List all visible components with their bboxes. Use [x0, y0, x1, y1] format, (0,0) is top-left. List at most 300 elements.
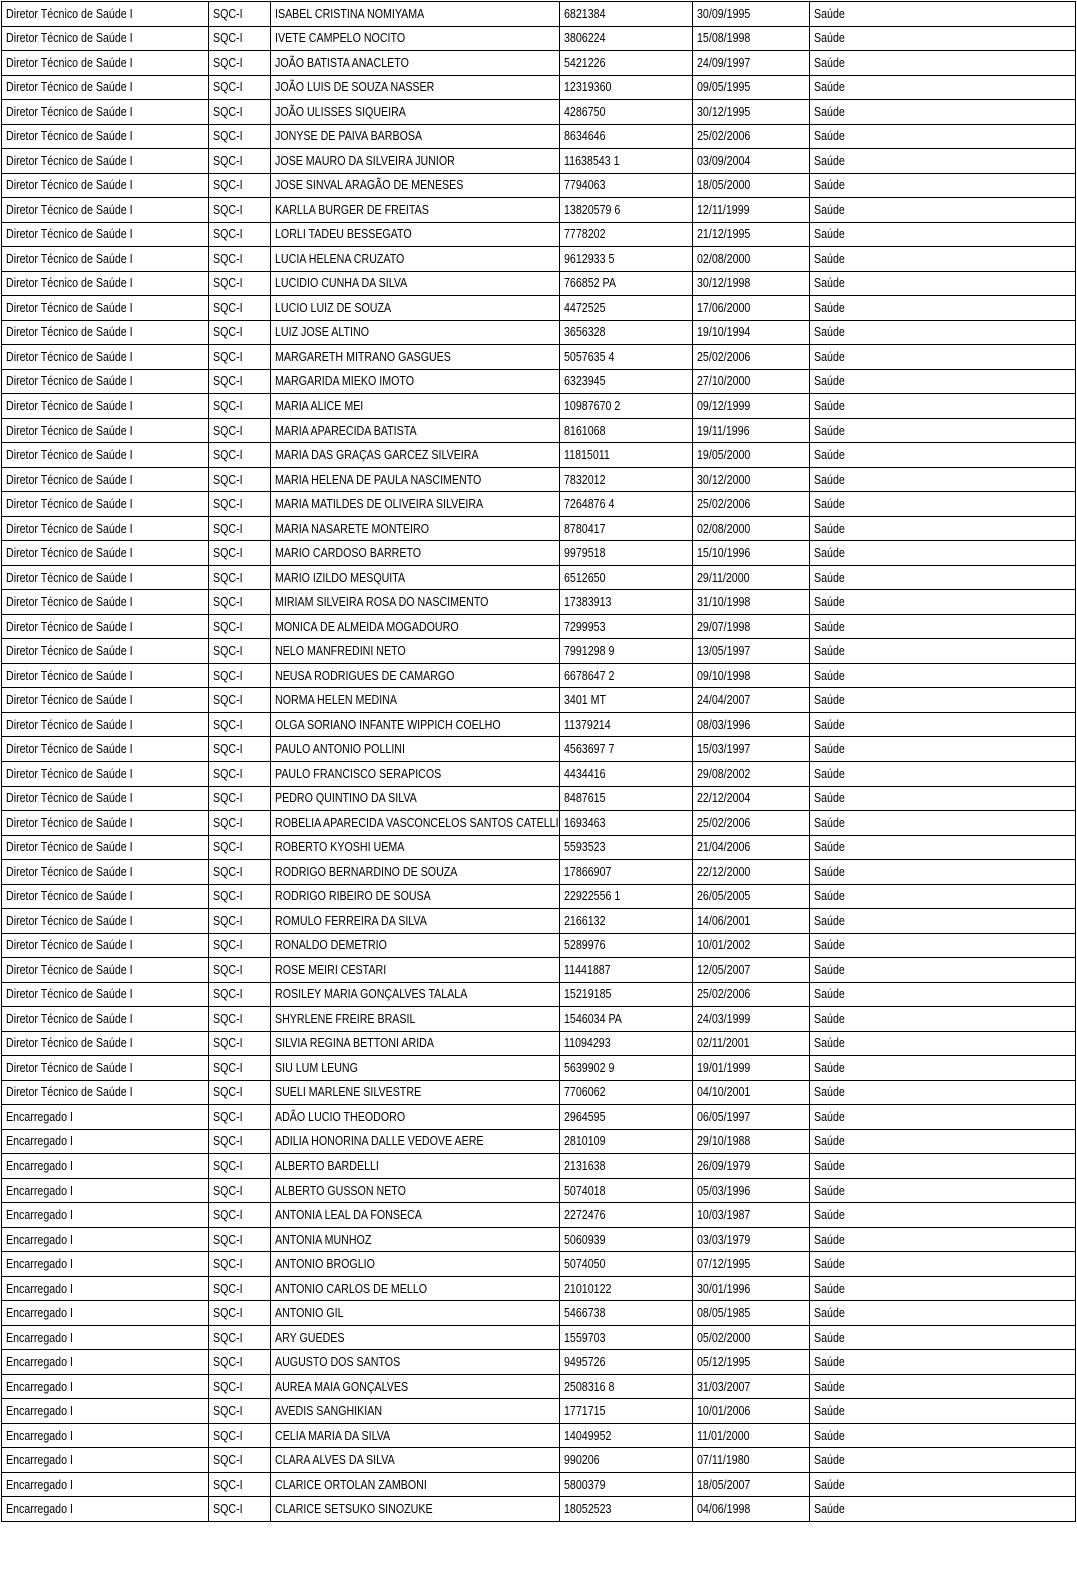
date-cell: [693, 1399, 810, 1424]
date-cell: [693, 884, 810, 909]
table-row: [2, 1129, 1076, 1154]
registration-cell-text: 5800379: [564, 1476, 606, 1492]
cargo-cell-text: Diretor Técnico de Saúde I: [6, 471, 133, 487]
table-row: [2, 541, 1076, 566]
reference-cell-text: SQC-I: [213, 177, 243, 193]
area-cell: [810, 761, 1076, 786]
date-cell-text: 12/05/2007: [697, 961, 751, 977]
name-cell: [271, 222, 560, 247]
registration-cell-text: 2166132: [564, 912, 606, 928]
name-cell: [271, 443, 560, 468]
registration-cell: [560, 1007, 693, 1032]
name-cell: [271, 688, 560, 713]
reference-cell: [209, 100, 271, 125]
area-cell-text: Saúde: [814, 103, 845, 119]
cargo-cell-text: Encarregado I: [6, 1427, 73, 1443]
area-cell: [810, 418, 1076, 443]
table-row: [2, 1301, 1076, 1326]
reference-cell-text: SQC-I: [213, 5, 243, 21]
date-cell: [693, 75, 810, 100]
table-row: [2, 614, 1076, 639]
cargo-cell: [2, 516, 209, 541]
reference-cell-text: SQC-I: [213, 1084, 243, 1100]
area-cell: [810, 1056, 1076, 1081]
name-cell: [271, 1448, 560, 1473]
reference-cell: [209, 860, 271, 885]
reference-cell: [209, 590, 271, 615]
cargo-cell: [2, 860, 209, 885]
cargo-cell-text: Diretor Técnico de Saúde I: [6, 496, 133, 512]
reference-cell: [209, 1227, 271, 1252]
cargo-cell: [2, 247, 209, 272]
area-cell: [810, 614, 1076, 639]
area-cell-text: Saúde: [814, 1207, 845, 1223]
name-cell: [271, 639, 560, 664]
name-cell-text: ROSE MEIRI CESTARI: [275, 961, 387, 977]
reference-cell: [209, 492, 271, 517]
registration-cell: [560, 1472, 693, 1497]
area-cell: [810, 100, 1076, 125]
date-cell: [693, 271, 810, 296]
table-row: [2, 320, 1076, 345]
cargo-cell: [2, 26, 209, 51]
area-cell: [810, 1301, 1076, 1326]
date-cell-text: 19/05/2000: [697, 447, 751, 463]
reference-cell: [209, 75, 271, 100]
registration-cell-text: 5060939: [564, 1231, 606, 1247]
area-cell: [810, 1252, 1076, 1277]
cargo-cell: [2, 884, 209, 909]
registration-cell: [560, 320, 693, 345]
date-cell: [693, 712, 810, 737]
date-cell: [693, 26, 810, 51]
cargo-cell: [2, 1472, 209, 1497]
registration-cell: [560, 663, 693, 688]
date-cell: [693, 565, 810, 590]
reference-cell-text: SQC-I: [213, 398, 243, 413]
reference-cell-text: SQC-I: [213, 545, 243, 561]
cargo-cell: [2, 811, 209, 836]
date-cell-text: 22/12/2000: [697, 863, 751, 879]
reference-cell: [209, 663, 271, 688]
area-cell-text: Saúde: [814, 79, 845, 95]
reference-cell: [209, 1325, 271, 1350]
area-cell: [810, 639, 1076, 664]
reference-cell-text: SQC-I: [213, 937, 243, 953]
table-row: [2, 1031, 1076, 1056]
registration-cell-text: 2508316 8: [564, 1378, 615, 1394]
name-cell: [271, 909, 560, 934]
registration-cell-text: 5466738: [564, 1305, 606, 1321]
name-cell-text: AVEDIS SANGHIKIAN: [275, 1403, 383, 1419]
area-cell-text: Saúde: [814, 1501, 845, 1517]
cargo-cell: [2, 320, 209, 345]
registration-cell-text: 5639902 9: [564, 1059, 615, 1075]
date-cell-text: 15/10/1996: [697, 545, 751, 561]
area-cell-text: Saúde: [814, 422, 845, 438]
reference-cell-text: SQC-I: [213, 814, 243, 830]
cargo-cell-text: Diretor Técnico de Saúde I: [6, 545, 133, 561]
cargo-cell-text: Diretor Técnico de Saúde I: [6, 569, 133, 585]
registration-cell-text: 9612933 5: [564, 250, 615, 266]
registration-cell-text: 8487615: [564, 790, 606, 806]
date-cell: [693, 541, 810, 566]
registration-cell: [560, 1203, 693, 1228]
area-cell-text: Saúde: [814, 471, 845, 487]
area-cell: [810, 1154, 1076, 1179]
cargo-cell: [2, 1007, 209, 1032]
name-cell-text: ALBERTO BARDELLI: [275, 1157, 379, 1173]
name-cell: [271, 124, 560, 149]
cargo-cell: [2, 345, 209, 370]
name-cell-text: ANTONIA LEAL DA FONSECA: [275, 1207, 422, 1223]
table-row: [2, 982, 1076, 1007]
cargo-cell-text: Encarregado I: [6, 1403, 73, 1419]
cargo-cell-text: Diretor Técnico de Saúde I: [6, 594, 133, 610]
registration-cell-text: 7832012: [564, 471, 606, 487]
date-cell-text: 03/09/2004: [697, 152, 751, 168]
reference-cell: [209, 1448, 271, 1473]
name-cell: [271, 761, 560, 786]
reference-cell: [209, 222, 271, 247]
name-cell-text: NEUSA RODRIGUES DE CAMARGO: [275, 667, 455, 683]
name-cell-text: RONALDO DEMETRIO: [275, 937, 387, 953]
registration-cell: [560, 247, 693, 272]
table-row: [2, 1276, 1076, 1301]
name-cell: [271, 1325, 560, 1350]
name-cell: [271, 2, 560, 27]
area-cell: [810, 1276, 1076, 1301]
area-cell: [810, 1129, 1076, 1154]
reference-cell-text: SQC-I: [213, 54, 243, 70]
name-cell-text: ROBERTO KYOSHI UEMA: [275, 839, 405, 855]
reference-cell-text: SQC-I: [213, 888, 243, 904]
reference-cell-text: SQC-I: [213, 1157, 243, 1173]
name-cell: [271, 345, 560, 370]
registration-cell-text: 8634646: [564, 128, 606, 144]
name-cell: [271, 565, 560, 590]
date-cell: [693, 1227, 810, 1252]
name-cell-text: CLARA ALVES DA SILVA: [275, 1452, 395, 1468]
area-cell-text: Saúde: [814, 863, 845, 879]
date-cell-text: 13/05/1997: [697, 643, 751, 659]
name-cell-text: JOSE MAURO DA SILVEIRA JUNIOR: [275, 152, 455, 168]
table-row: [2, 173, 1076, 198]
cargo-cell: [2, 786, 209, 811]
registration-cell: [560, 467, 693, 492]
reference-cell: [209, 1472, 271, 1497]
name-cell-text: ANTONIO GIL: [275, 1305, 344, 1321]
area-cell: [810, 933, 1076, 958]
table-row: [2, 492, 1076, 517]
area-cell: [810, 75, 1076, 100]
table-row: [2, 26, 1076, 51]
name-cell-text: ADÃO LUCIO THEODORO: [275, 1108, 406, 1124]
cargo-cell-text: Diretor Técnico de Saúde I: [6, 618, 133, 634]
cargo-cell-text: Diretor Técnico de Saúde I: [6, 250, 133, 266]
cargo-cell: [2, 1497, 209, 1522]
reference-cell: [209, 688, 271, 713]
cargo-cell: [2, 1276, 209, 1301]
table-row: [2, 1203, 1076, 1228]
cargo-cell: [2, 1448, 209, 1473]
cargo-cell-text: Diretor Técnico de Saúde I: [6, 888, 133, 904]
name-cell: [271, 149, 560, 174]
area-cell-text: Saúde: [814, 5, 845, 21]
area-cell-text: Saúde: [814, 569, 845, 585]
reference-cell-text: SQC-I: [213, 1427, 243, 1443]
reference-cell-text: SQC-I: [213, 422, 243, 438]
registration-cell-text: 9495726: [564, 1354, 606, 1370]
reference-cell: [209, 1105, 271, 1130]
table-row: [2, 1448, 1076, 1473]
area-cell: [810, 811, 1076, 836]
registration-cell: [560, 565, 693, 590]
date-cell-text: 29/11/2000: [697, 569, 750, 585]
area-cell: [810, 590, 1076, 615]
date-cell: [693, 639, 810, 664]
cargo-cell: [2, 712, 209, 737]
date-cell: [693, 247, 810, 272]
date-cell-text: 24/09/1997: [697, 54, 751, 70]
name-cell-text: LUCIA HELENA CRUZATO: [275, 250, 405, 266]
reference-cell-text: SQC-I: [213, 103, 243, 119]
area-cell-text: Saúde: [814, 814, 845, 830]
cargo-cell: [2, 982, 209, 1007]
name-cell: [271, 100, 560, 125]
registration-cell-text: 6678647 2: [564, 667, 615, 683]
cargo-cell-text: Encarregado I: [6, 1231, 73, 1247]
date-cell-text: 25/02/2006: [697, 496, 751, 512]
date-cell: [693, 860, 810, 885]
registration-cell: [560, 958, 693, 983]
date-cell: [693, 958, 810, 983]
name-cell: [271, 982, 560, 1007]
reference-cell-text: SQC-I: [213, 496, 243, 512]
reference-cell-text: SQC-I: [213, 226, 243, 242]
table-row: [2, 1472, 1076, 1497]
area-cell-text: Saúde: [814, 692, 845, 708]
reference-cell-text: SQC-I: [213, 1403, 243, 1419]
registration-cell: [560, 1301, 693, 1326]
area-cell: [810, 958, 1076, 983]
reference-cell-text: SQC-I: [213, 1476, 243, 1492]
cargo-cell-text: Diretor Técnico de Saúde I: [6, 54, 133, 70]
date-cell-text: 10/01/2002: [697, 937, 751, 953]
cargo-cell-text: Diretor Técnico de Saúde I: [6, 520, 133, 536]
cargo-cell-text: Diretor Técnico de Saúde I: [6, 348, 133, 364]
staff-table: [1, 1, 1076, 1522]
reference-cell: [209, 1080, 271, 1105]
registration-cell: [560, 909, 693, 934]
date-cell: [693, 1252, 810, 1277]
date-cell-text: 08/05/1985: [697, 1305, 751, 1321]
cargo-cell: [2, 51, 209, 76]
cargo-cell: [2, 663, 209, 688]
table-row: [2, 1423, 1076, 1448]
reference-cell: [209, 1007, 271, 1032]
cargo-cell: [2, 835, 209, 860]
area-cell-text: Saúde: [814, 1256, 845, 1272]
area-cell: [810, 467, 1076, 492]
cargo-cell-text: Diretor Técnico de Saúde I: [6, 324, 133, 340]
registration-cell-text: 2810109: [564, 1133, 606, 1149]
area-cell: [810, 835, 1076, 860]
table-row: [2, 2, 1076, 27]
area-cell: [810, 26, 1076, 51]
date-cell: [693, 467, 810, 492]
cargo-cell-text: Diretor Técnico de Saúde I: [6, 961, 133, 977]
name-cell-text: AUGUSTO DOS SANTOS: [275, 1354, 401, 1370]
cargo-cell-text: Diretor Técnico de Saúde I: [6, 299, 133, 315]
reference-cell: [209, 296, 271, 321]
name-cell-text: MARGARIDA MIEKO IMOTO: [275, 373, 415, 389]
name-cell-text: ANTONIO CARLOS DE MELLO: [275, 1280, 428, 1296]
area-cell: [810, 909, 1076, 934]
registration-cell-text: 990206: [564, 1452, 600, 1468]
cargo-cell-text: Diretor Técnico de Saúde I: [6, 201, 133, 217]
registration-cell: [560, 1105, 693, 1130]
date-cell: [693, 1105, 810, 1130]
registration-cell: [560, 516, 693, 541]
name-cell-text: IVETE CAMPELO NOCITO: [275, 30, 406, 46]
cargo-cell-text: Encarregado I: [6, 1378, 73, 1394]
cargo-cell: [2, 1129, 209, 1154]
name-cell-text: SILVIA REGINA BETTONI ARIDA: [275, 1035, 434, 1051]
date-cell: [693, 1056, 810, 1081]
registration-cell: [560, 2, 693, 27]
date-cell-text: 25/02/2006: [697, 986, 751, 1002]
date-cell-text: 15/08/1998: [697, 30, 751, 46]
registration-cell-text: 4563697 7: [564, 741, 615, 757]
table-row: [2, 149, 1076, 174]
reference-cell: [209, 761, 271, 786]
cargo-cell-text: Diretor Técnico de Saúde I: [6, 226, 133, 242]
date-cell: [693, 492, 810, 517]
table-row: [2, 75, 1076, 100]
name-cell: [271, 958, 560, 983]
registration-cell-text: 6512650: [564, 569, 606, 585]
reference-cell-text: SQC-I: [213, 839, 243, 855]
date-cell-text: 24/03/1999: [697, 1010, 751, 1026]
date-cell-text: 30/09/1995: [697, 5, 751, 21]
cargo-cell-text: Diretor Técnico de Saúde I: [6, 692, 133, 708]
name-cell: [271, 418, 560, 443]
date-cell: [693, 1448, 810, 1473]
date-cell: [693, 1203, 810, 1228]
name-cell-text: ARY GUEDES: [275, 1329, 345, 1345]
cargo-cell-text: Diretor Técnico de Saúde I: [6, 741, 133, 757]
area-cell: [810, 860, 1076, 885]
cargo-cell-text: Diretor Técnico de Saúde I: [6, 667, 133, 683]
area-cell: [810, 198, 1076, 223]
cargo-cell: [2, 149, 209, 174]
reference-cell: [209, 345, 271, 370]
registration-cell: [560, 884, 693, 909]
date-cell: [693, 786, 810, 811]
date-cell-text: 26/05/2005: [697, 888, 751, 904]
registration-cell-text: 11815011: [564, 447, 610, 463]
date-cell: [693, 394, 810, 419]
registration-cell-text: 5421226: [564, 54, 606, 70]
area-cell-text: Saúde: [814, 398, 845, 413]
date-cell: [693, 1080, 810, 1105]
name-cell-text: CELIA MARIA DA SILVA: [275, 1427, 391, 1443]
table-row: [2, 443, 1076, 468]
name-cell: [271, 492, 560, 517]
area-cell: [810, 345, 1076, 370]
reference-cell: [209, 418, 271, 443]
area-cell: [810, 51, 1076, 76]
area-cell: [810, 541, 1076, 566]
table-row: [2, 418, 1076, 443]
registration-cell-text: 7778202: [564, 226, 606, 242]
reference-cell-text: SQC-I: [213, 912, 243, 928]
cargo-cell-text: Encarregado I: [6, 1108, 73, 1124]
name-cell: [271, 1399, 560, 1424]
reference-cell-text: SQC-I: [213, 471, 243, 487]
reference-cell-text: SQC-I: [213, 275, 243, 291]
area-cell: [810, 1374, 1076, 1399]
cargo-cell-text: Encarregado I: [6, 1354, 73, 1370]
date-cell-text: 09/05/1995: [697, 79, 751, 95]
registration-cell-text: 5593523: [564, 839, 606, 855]
name-cell: [271, 1031, 560, 1056]
registration-cell: [560, 1080, 693, 1105]
reference-cell: [209, 1031, 271, 1056]
area-cell-text: Saúde: [814, 667, 845, 683]
registration-cell-text: 17866907: [564, 863, 612, 879]
name-cell-text: NELO MANFREDINI NETO: [275, 643, 406, 659]
reference-cell: [209, 1154, 271, 1179]
area-cell: [810, 1448, 1076, 1473]
registration-cell-text: 6323945: [564, 373, 606, 389]
name-cell-text: MARIA HELENA DE PAULA NASCIMENTO: [275, 471, 482, 487]
table-row: [2, 835, 1076, 860]
reference-cell-text: SQC-I: [213, 128, 243, 144]
reference-cell-text: SQC-I: [213, 1256, 243, 1272]
reference-cell-text: SQC-I: [213, 863, 243, 879]
reference-cell: [209, 1203, 271, 1228]
name-cell: [271, 1497, 560, 1522]
registration-cell-text: 4434416: [564, 765, 606, 781]
date-cell: [693, 1154, 810, 1179]
name-cell: [271, 1227, 560, 1252]
name-cell: [271, 1007, 560, 1032]
area-cell-text: Saúde: [814, 1133, 845, 1149]
name-cell: [271, 884, 560, 909]
table-row: [2, 1105, 1076, 1130]
registration-cell: [560, 198, 693, 223]
table-row: [2, 737, 1076, 762]
name-cell: [271, 590, 560, 615]
name-cell-text: MARGARETH MITRANO GASGUES: [275, 348, 451, 364]
table-row: [2, 958, 1076, 983]
cargo-cell: [2, 1399, 209, 1424]
name-cell-text: MARIA DAS GRAÇAS GARCEZ SILVEIRA: [275, 447, 479, 463]
date-cell-text: 25/02/2006: [697, 128, 751, 144]
date-cell: [693, 1007, 810, 1032]
registration-cell-text: 22922556 1: [564, 888, 621, 904]
area-cell-text: Saúde: [814, 937, 845, 953]
cargo-cell: [2, 737, 209, 762]
date-cell: [693, 835, 810, 860]
table-row: [2, 247, 1076, 272]
cargo-cell: [2, 418, 209, 443]
table-row: [2, 884, 1076, 909]
name-cell-text: PAULO FRANCISCO SERAPICOS: [275, 765, 442, 781]
table-row: [2, 222, 1076, 247]
